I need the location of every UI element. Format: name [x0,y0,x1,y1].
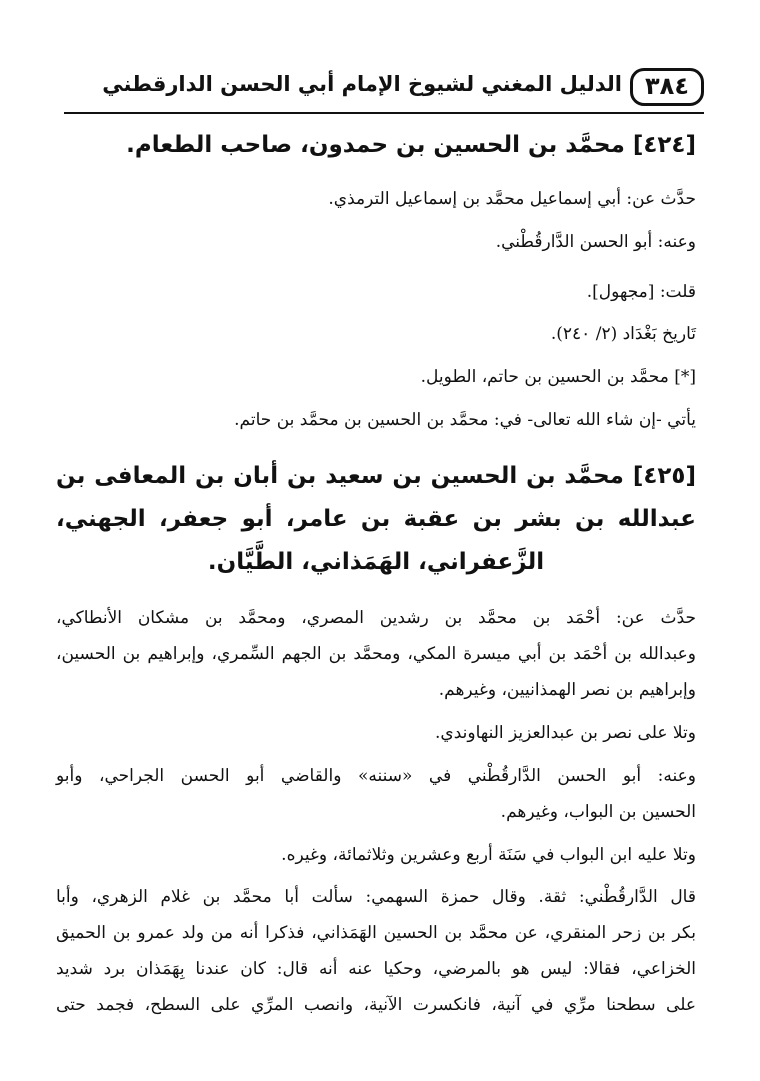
entry-425-line: وإبراهيم بن نصر الهمذانيين، وغيرهم. [438,680,696,700]
entry-425-line: وتلا على نصر بن عبدالعزيز النهاوندي. [435,723,696,743]
entry-425-line: وعبدالله بن أحْمَد بن أبي ميسرة المكي، ومحمَّد بن الجهم السِّمري، وإبراهيم بن الحسين، [56,644,696,664]
entry-424-line: يأتي -إن شاء الله تعالى- في: محمَّد بن الحسين بن محمَّد بن حاتم. [234,410,696,430]
entry-425-title-line: [٤٢٥] محمَّد بن الحسين بن سعيد بن أبان بن المعافى بن [56,463,696,489]
entry-424-title: [٤٢٤] محمَّد بن الحسين بن حمدون، صاحب الطعام. [126,132,696,158]
page-number: ٣٨٤ [630,68,704,106]
entry-424-line: وعنه: أبو الحسن الدَّارقُطْني. [495,232,696,252]
entry-425-line: قال الدَّارقُطْني: ثقة. وقال حمزة السهمي: سألت أبا محمَّد بن غلام الزهري، وأبا [56,887,696,907]
page-header [64,60,704,114]
entry-425-line: الخزاعي، فقالا: ليس هو بالمرضي، وحكيا عنه أنه قال: كان عندنا بِهَمَذان برد شديد [56,959,696,979]
entry-425-title-line: الزَّعفراني، الهَمَذاني، الطَّيَّان. [207,549,545,575]
entry-425-line: على سطحنا مرِّي في آنية، فانكسرت الآنية، وانصب المرِّي على السطح، فجمد حتى [56,995,696,1015]
entry-424-line: قلت: [مجهول]. [586,282,696,302]
entry-424-line: تَاريخ بَغْدَاد (٢/ ٢٤٠). [550,324,696,344]
entry-425-line: وتلا عليه ابن البواب في سَنَة أربع وعشرين وثلاثمائة، وغيره. [281,845,696,865]
entry-425-line: حدَّث عن: أحْمَد بن محمَّد بن رشدين المصري، ومحمَّد بن مشكان الأنطاكي، [56,608,696,628]
entry-425-line: الحسين بن البواب، وغيرهم. [500,802,696,822]
running-title: الدليل المغني لشيوخ الإمام أبي الحسن الدارقطني [102,72,622,96]
entry-424-line: [*] محمَّد بن الحسين بن حاتم، الطويل. [420,367,696,387]
entry-425-title [56,455,696,584]
entry-425-title-line: عبدالله بن بشر بن عقبة بن عامر، أبو جعفر، الجهني، [56,506,696,532]
entry-425-line: بكر بن زحر المنقري، عن محمَّد بن الحسين الهَمَذاني، فذكرا أنه من ولد عمرو بن الحميق [56,923,696,943]
entry-424-line: حدَّث عن: أبي إسماعيل محمَّد بن إسماعيل الترمذي. [328,189,696,209]
entry-425-line: وعنه: أبو الحسن الدَّارقُطْني في «سننه» والقاضي أبو الحسن الجراحي، وأبو [56,766,696,786]
